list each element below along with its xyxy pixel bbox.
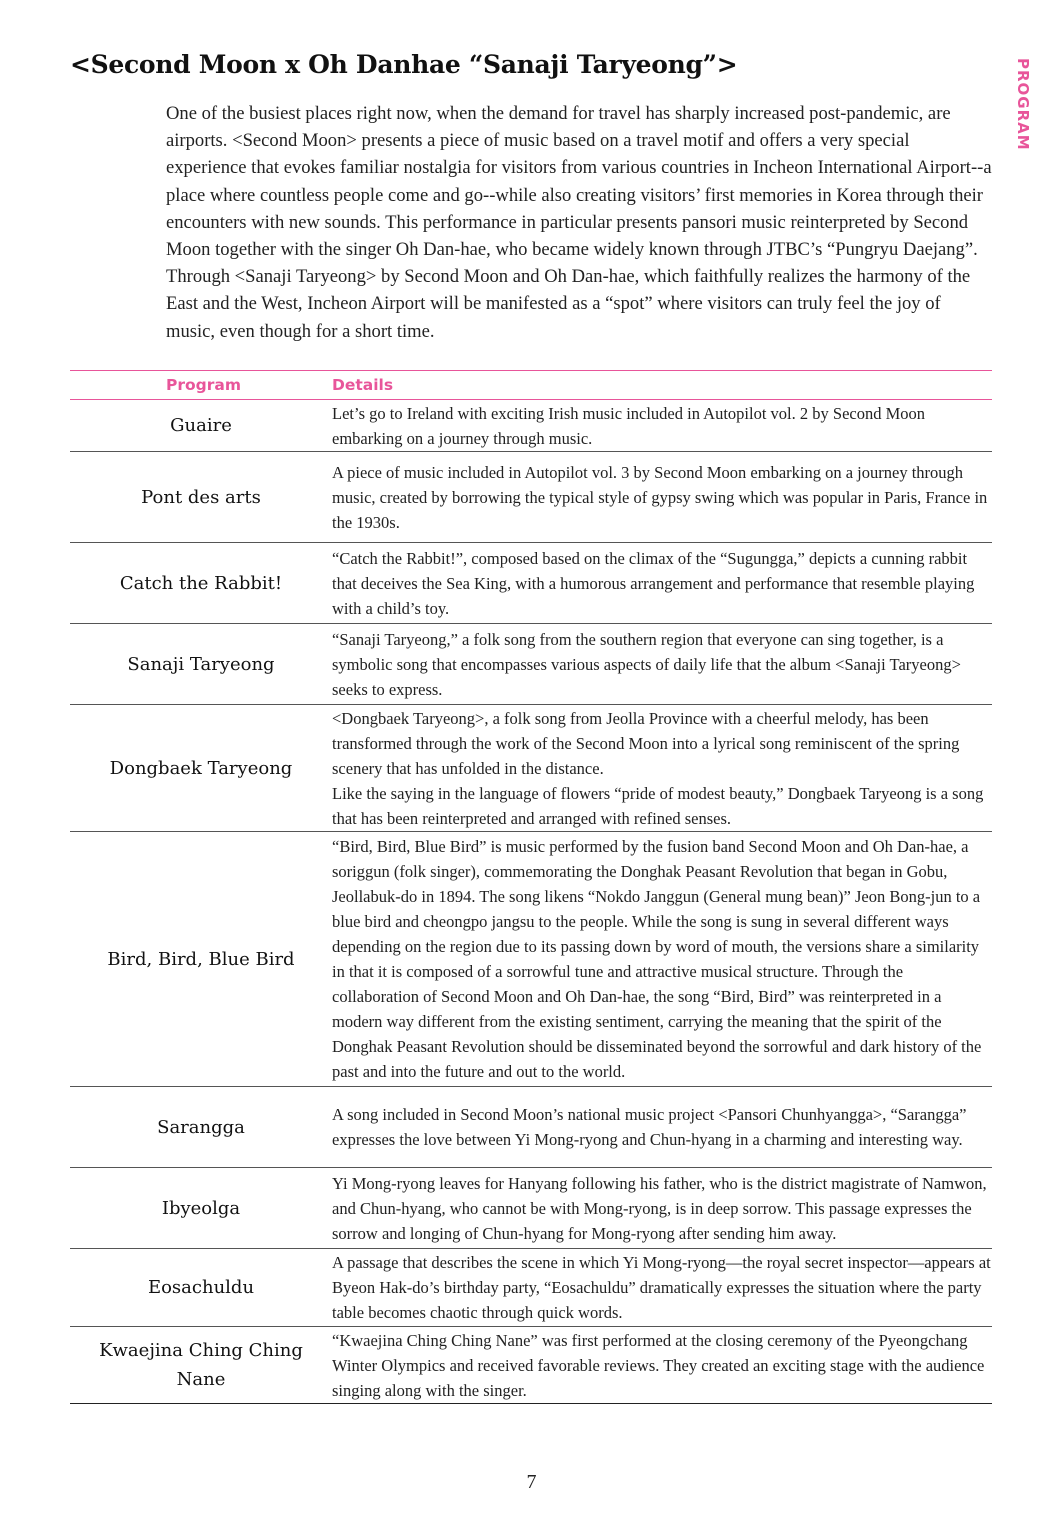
table-row: [70, 1327, 992, 1404]
page-number: 7: [526, 1471, 537, 1493]
table-row: [70, 400, 992, 452]
program-details: [332, 624, 992, 705]
details-text: “Bird, Bird, Blue Bird” is music performed by the fusion band Second Moon and Oh Dan-hae, a soriggun (folk singer), commemorating the Donghak Peasant Revolution that began in Gobu, Jeollabuk-do in 1894. The song likens “Nokdo Janggun (General mung bean)” Jeon Bong-jun to a blue bird and cheongpo jangsu to the people. While the song is sung in several different ways depending on the region due to its passing down by word of mouth, the versions share a similarity in that it is composed of a sorrowful tune and attractive musical structure. Through the collaboration of Second Moon and Oh Dan-hae, the song “Bird, Bird” was reinterpreted in a modern way different from the existing sentiment, carrying the meaning that the spirit of the Donghak Peasant Revolution should be disseminated beyond the sorrowful and dark history of the past and into the future and out to the world.: [332, 837, 982, 1081]
details-text: “Sanaji Taryeong,” a folk song from the southern region that everyone can sing together, is a symbolic song that encompasses various aspects of daily life that the album <Sanaji Taryeong> seeks to express.: [332, 629, 961, 699]
program-name: Pont des arts: [70, 452, 332, 543]
program-name: Eosachuldu: [70, 1249, 332, 1327]
details-text-continued: Like the saying in the language of flowers “pride of modest beauty,” Dongbaek Taryeong is a song that has been reinterpreted and arranged with refined senses.: [332, 783, 984, 828]
program-details: [332, 1249, 992, 1327]
program-details: [332, 1168, 992, 1249]
details-text: “Catch the Rabbit!”, composed based on the climax of the “Sugungga,” depicts a cunning rabbit that deceives the Sea King, with a humorous arrangement and performance that resemble playing with a child’s toy.: [332, 548, 975, 618]
program-name: Sarangga: [70, 1087, 332, 1168]
table-row: [70, 452, 992, 543]
program-name: Dongbaek Taryeong: [70, 705, 332, 832]
column-header-details: Details: [332, 371, 992, 400]
program-table: [70, 370, 992, 1404]
details-text: A passage that describes the scene in which Yi Mong-ryong—the royal secret inspector—appears at Byeon Hak-do’s birthday party, “Eosachuldu” dramatically expresses the situation where the party table becomes chaotic through quick words.: [332, 1253, 991, 1322]
program-details: [332, 1327, 992, 1404]
page-title: <Second Moon x Oh Danhae “Sanaji Taryeong”>: [70, 50, 738, 79]
program-name: Ibyeolga: [70, 1168, 332, 1249]
program-name: Kwaejina Ching Ching Nane: [70, 1327, 332, 1404]
program-name: Guaire: [70, 400, 332, 452]
intro-paragraph: One of the busiest places right now, when the demand for travel has sharply increased post-pandemic, are airports. <Second Moon> presents a piece of music based on a travel motif and offers a very special experience that evokes familiar nostalgia for visitors from various countries in Incheon International Airport--a place where countless people come and go--while also creating visitors’ first memories in Korea through their encounters with new sounds. This performance in particular presents pansori music reinterpreted by Second Moon together with the singer Oh Dan-hae, who became widely known through JTBC’s “Pungryu Daejang”. Through <Sanaji Taryeong> by Second Moon and Oh Dan-hae, which faithfully realizes the harmony of the East and the West, Incheon Airport will be manifested as a “spot” where visitors can truly feel the joy of music, even though for a short time.: [166, 103, 992, 342]
column-header-program: Program: [70, 371, 332, 400]
details-text: <Dongbaek Taryeong>, a folk song from Jeolla Province with a cheerful melody, has been transformed through the work of the Second Moon into a lyrical song reminiscent of the spring scenery that has unfolded in the distance.: [332, 708, 960, 778]
table-header: [70, 371, 992, 400]
details-text: Yi Mong-ryong leaves for Hanyang following his father, who is the district magistrate of Namwon, and Chun-hyang, who cannot be with Mong-ryong, is in deep sorrow. This passage expresses the sorrow and longing of Chun-hyang for Mong-ryong after sending him away.: [332, 1173, 987, 1243]
program-name: Sanaji Taryeong: [70, 624, 332, 705]
table-row: [70, 543, 992, 624]
program-name: Catch the Rabbit!: [70, 543, 332, 624]
section-tab-program: PROGRAM: [1014, 58, 1032, 151]
table-row: [70, 1087, 992, 1168]
details-text: Let’s go to Ireland with exciting Irish music included in Autopilot vol. 2 by Second Moon embarking on a journey through music.: [332, 403, 926, 448]
program-details: [332, 543, 992, 624]
table-row: [70, 832, 992, 1087]
details-text: A piece of music included in Autopilot vol. 3 by Second Moon embarking on a journey through music, created by borrowing the typical style of gypsy swing which was popular in Paris, France in the 1930s.: [332, 462, 988, 532]
program-name: Bird, Bird, Blue Bird: [70, 832, 332, 1087]
details-text: A song included in Second Moon’s national music project <Pansori Chunhyangga>, “Sarangga” expresses the love between Yi Mong-ryong and Chun-hyang in a charming and interesting way.: [332, 1105, 967, 1149]
program-details: [332, 705, 992, 832]
program-details: [332, 832, 992, 1087]
table-row: [70, 624, 992, 705]
table-row: [70, 1249, 992, 1327]
table-row: [70, 1168, 992, 1249]
program-details: [332, 400, 992, 452]
details-text: “Kwaejina Ching Ching Nane” was first performed at the closing ceremony of the Pyeongchang Winter Olympics and received favorable reviews. They created an exciting stage with the audience singing along with the singer.: [332, 1330, 985, 1400]
program-details: [332, 452, 992, 543]
table-row: [70, 705, 992, 832]
program-details: [332, 1087, 992, 1168]
